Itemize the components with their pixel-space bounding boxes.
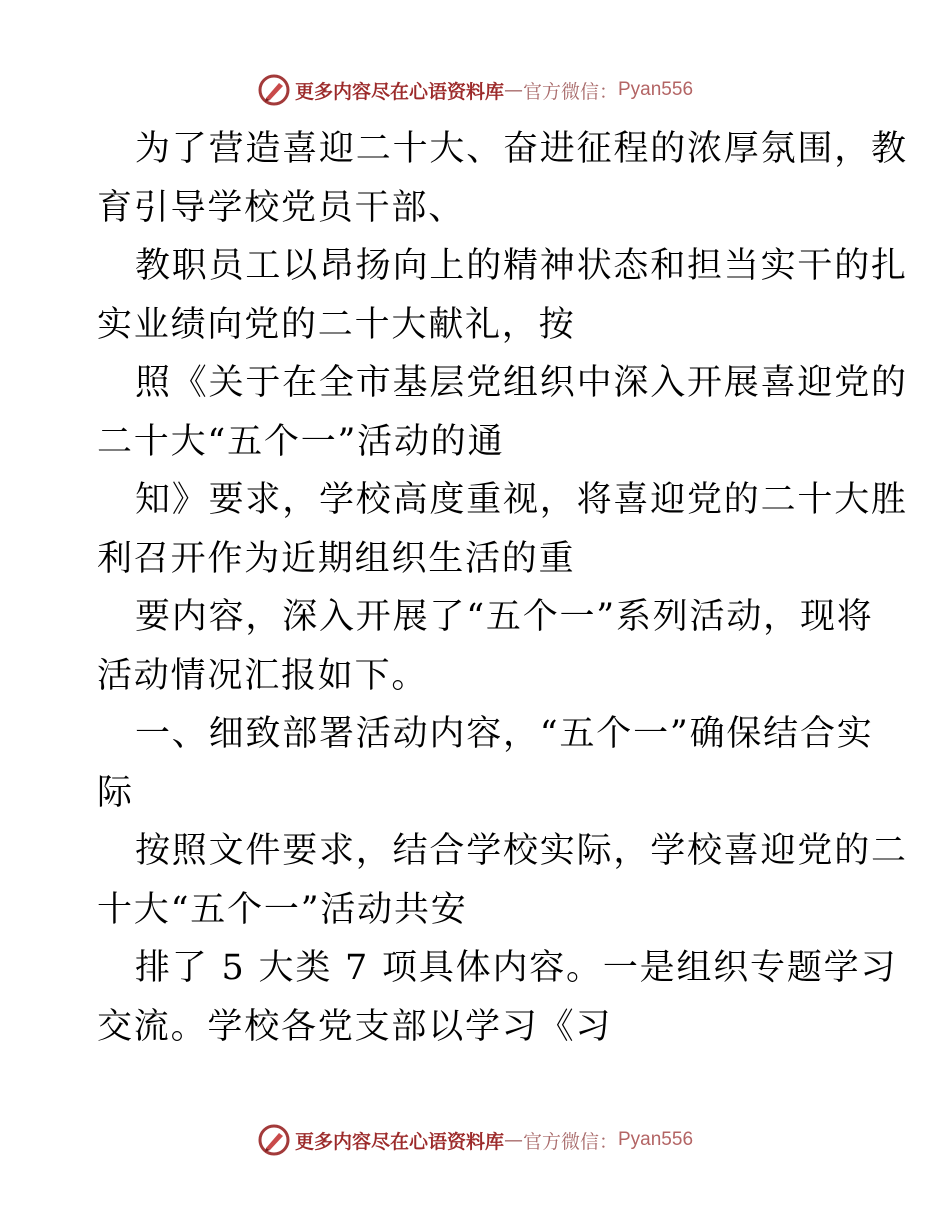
- paragraph-line: 活动情况汇报如下。: [97, 655, 429, 696]
- paragraph: [97, 120, 908, 237]
- paragraph: [97, 237, 908, 354]
- banner-dash: —: [503, 79, 523, 101]
- banner-title: 更多内容尽在心语资料库: [294, 1130, 504, 1153]
- banner-wechat-id: Pyan556: [618, 79, 694, 100]
- paragraph-line: 要内容，深入开展了“五个一”系列活动，现将: [135, 597, 874, 637]
- paragraph-line: 教职员工以昂扬向上的精神状态和担当实干的扎: [135, 246, 908, 286]
- pen-logo-icon: [257, 1123, 291, 1157]
- paragraph: [97, 354, 908, 471]
- banner-wechat-label: 官方微信：: [522, 1130, 618, 1153]
- paragraph-line: 一、细致部署活动内容，“五个一”确保结合实: [135, 714, 874, 754]
- document-body: [97, 120, 908, 1056]
- paragraph-line: 为了营造喜迎二十大、奋进征程的浓厚氛围，教: [135, 129, 908, 169]
- banner-wechat-id: Pyan556: [618, 1129, 694, 1150]
- paragraph-line: 利召开作为近期组织生活的重: [97, 538, 576, 579]
- paragraph-line: 十大“五个一”活动共安: [97, 889, 468, 930]
- header-banner: [0, 70, 950, 110]
- paragraph-line: 实业绩向党的二十大献礼，按: [97, 304, 576, 345]
- paragraph-line: 际: [97, 772, 134, 813]
- footer-banner: [0, 1120, 950, 1160]
- pen-logo-icon: [257, 73, 291, 107]
- paragraph-line: 照《关于在全市基层党组织中深入开展喜迎党的: [135, 363, 908, 403]
- paragraph-line: 二十大“五个一”活动的通: [97, 421, 505, 462]
- paragraph: [97, 471, 908, 588]
- paragraph-line: 育引导学校党员干部、: [97, 187, 466, 228]
- banner-title: 更多内容尽在心语资料库: [294, 80, 504, 103]
- paragraph-line: 按照文件要求，结合学校实际，学校喜迎党的二: [135, 831, 908, 871]
- paragraph-line: 排了 5 大类 7 项具体内容。一是组织专题学习: [135, 948, 898, 988]
- paragraph-line: 交流。学校各党支部以学习《习: [97, 1006, 613, 1047]
- paragraph: [97, 822, 908, 939]
- section-heading: [97, 705, 874, 822]
- banner-wechat-label: 官方微信：: [522, 80, 618, 103]
- paragraph: [97, 939, 898, 1056]
- paragraph-line: 知》要求，学校高度重视，将喜迎党的二十大胜: [135, 480, 908, 520]
- paragraph: [97, 588, 874, 705]
- banner-dash: —: [503, 1129, 523, 1151]
